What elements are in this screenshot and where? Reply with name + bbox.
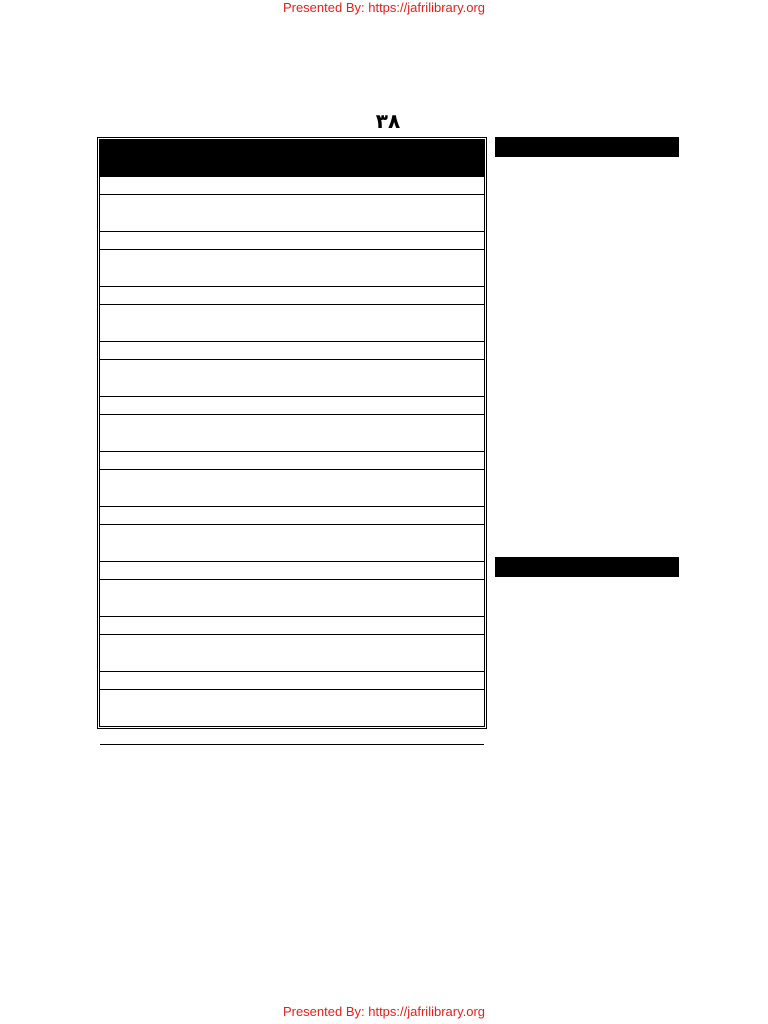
verse-arabic bbox=[100, 250, 484, 287]
verse-urdu bbox=[100, 232, 484, 250]
watermark-top[interactable]: Presented By: https://jafrilibrary.org bbox=[282, 0, 486, 15]
page-header bbox=[97, 109, 679, 135]
verse-urdu bbox=[100, 342, 484, 360]
urdu-notes-heading bbox=[495, 557, 679, 577]
verse-arabic bbox=[100, 470, 484, 507]
verse-arabic bbox=[100, 580, 484, 617]
verse-urdu bbox=[100, 507, 484, 525]
quran-frame bbox=[97, 137, 487, 729]
verse-urdu bbox=[100, 452, 484, 470]
verse-arabic bbox=[100, 195, 484, 232]
verse-arabic bbox=[100, 360, 484, 397]
arabic-notes bbox=[495, 160, 679, 520]
verse-arabic bbox=[100, 140, 484, 177]
watermark-bottom[interactable]: Presented By: https://jafrilibrary.org bbox=[282, 1004, 486, 1019]
verse-arabic bbox=[100, 690, 484, 727]
verse-arabic bbox=[100, 415, 484, 452]
bottom-notes bbox=[97, 735, 679, 737]
verse-urdu bbox=[100, 617, 484, 635]
verse-urdu bbox=[100, 287, 484, 305]
verse-arabic bbox=[100, 525, 484, 562]
verse-arabic bbox=[100, 305, 484, 342]
urdu-notes bbox=[495, 580, 679, 730]
verse-arabic bbox=[100, 635, 484, 672]
verse-urdu bbox=[100, 177, 484, 195]
verse-urdu bbox=[100, 397, 484, 415]
arabic-notes-heading bbox=[495, 137, 679, 157]
page-number: ۳۸ bbox=[375, 109, 401, 133]
verse-urdu bbox=[100, 562, 484, 580]
verse-urdu bbox=[100, 672, 484, 690]
